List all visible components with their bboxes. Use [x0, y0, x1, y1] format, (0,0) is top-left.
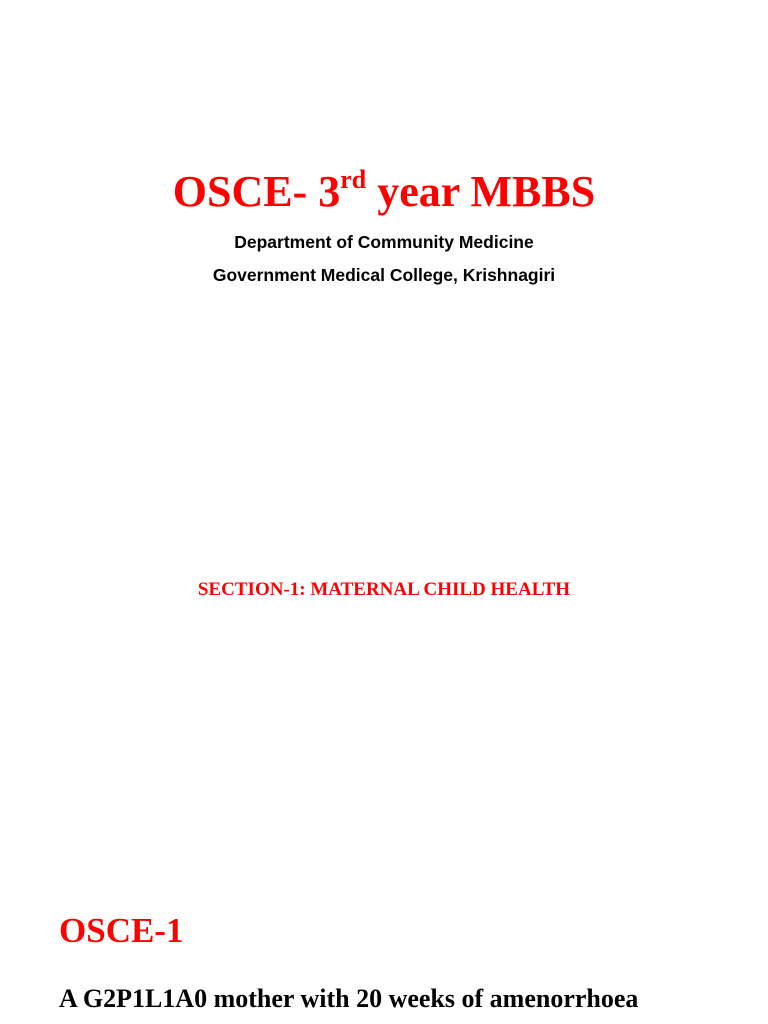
section-heading: SECTION-1: MATERNAL CHILD HEALTH	[197, 579, 571, 600]
osce-heading: OSCE-1	[59, 911, 184, 950]
page-title	[0, 164, 768, 220]
department-name: Department of Community Medicine	[234, 232, 534, 252]
osce-question-text: A G2P1L1A0 mother with 20 weeks of amenorrhoea	[59, 984, 639, 1013]
title-superscript: rd	[340, 165, 367, 194]
title-prefix: OSCE- 3	[172, 167, 341, 216]
title-suffix: year MBBS	[366, 167, 596, 216]
college-name: Government Medical College, Krishnagiri	[212, 265, 556, 285]
